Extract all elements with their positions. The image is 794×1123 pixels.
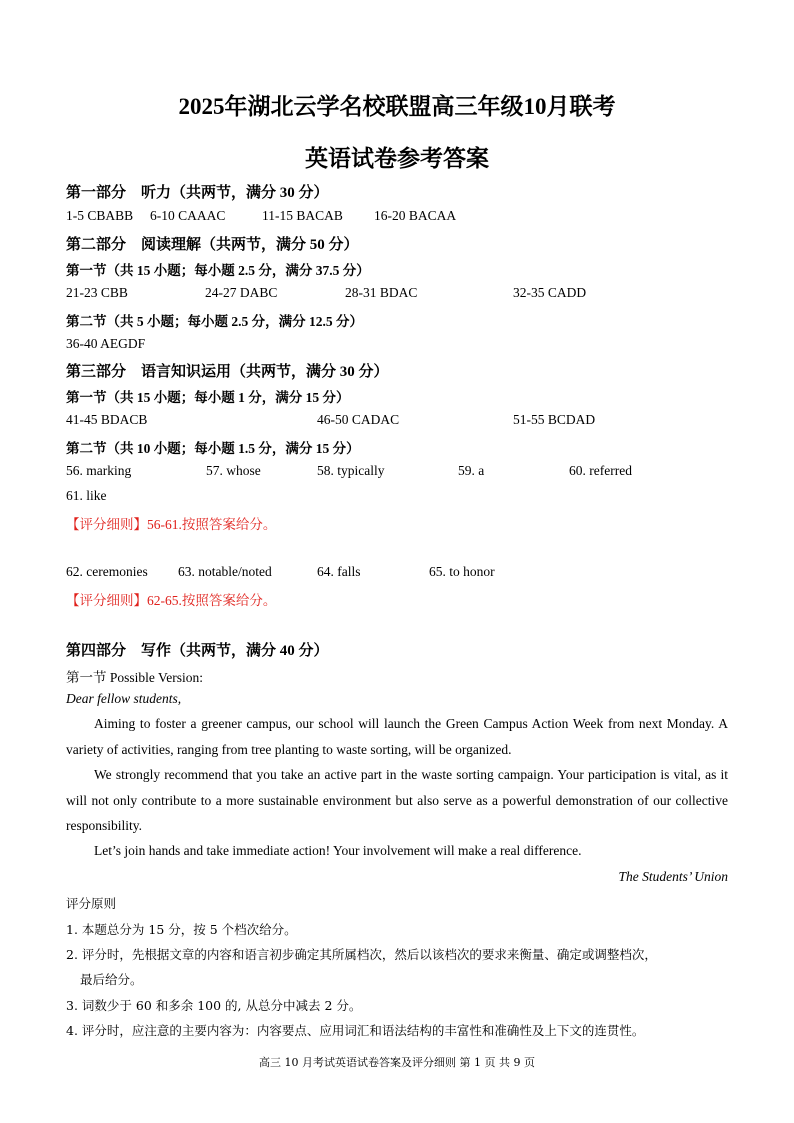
part2-sec1-heading: 第一节（共 15 小题；每小题 2.5 分，满分 37.5 分） [66,263,370,278]
part3-answer: 41-45 BDACB [66,412,148,427]
page-title: 2025年湖北云学名校联盟高三年级10月联考 [178,94,616,119]
cloze-answer: 61. like [66,488,107,503]
cloze-answer: 62. ceremonies [66,564,148,579]
part2-answer: 21-23 CBB [66,285,128,300]
part3-sec2-heading: 第二节（共 10 小题；每小题 1.5 分，满分 15 分） [66,441,360,456]
part1-answer: 6-10 CAAAC [150,208,226,223]
cloze-answer: 60. referred [569,463,632,478]
rule-item: 4. 评分时，应注意的主要内容为：内容要点、应用词汇和语法结构的丰富性和准确性及上下文的连贯性。 [66,1023,645,1038]
rule-item: 2. 评分时，先根据文章的内容和语言初步确定其所属档次，然后以该档次的要求来衡量、确定或调整档次， [66,947,657,962]
cloze-answer: 58. typically [317,463,385,478]
part2-sec2-answer: 36-40 AEGDF [66,336,146,351]
rule-item: 1. 本题总分为 15 分，按 5 个档次给分。 [66,922,297,937]
cloze-answer: 64. falls [317,564,361,579]
part2-sec2-heading: 第二节（共 5 小题；每小题 2.5 分，满分 12.5 分） [66,314,363,329]
part2-answer: 32-35 CADD [513,285,587,300]
part3-heading: 第三部分 语言知识运用（共两节，满分 30 分） [66,364,389,380]
cloze-answer: 57. whose [206,463,261,478]
scoring-note: 【评分细则】56-61.按照答案给分。 [66,517,277,532]
part4-sec1-label: 第一节 Possible Version: [66,670,204,685]
part2-answer: 28-31 BDAC [345,285,418,300]
part2-answer: 24-27 DABC [205,285,278,300]
letter-paragraph: Aiming to foster a greener campus, our school will launch the Green Campus Action Week from next Monday. A variety of activities, ranging from tree planting to waste sorting, will be organized. [66,716,728,757]
page-subtitle: 英语试卷参考答案 [305,146,489,171]
letter-salutation: Dear fellow students, [66,691,182,706]
cloze-answer: 56. marking [66,463,132,478]
scoring-note: 【评分细则】62-65.按照答案给分。 [66,593,277,608]
part2-heading: 第二部分 阅读理解（共两节，满分 50 分） [66,237,359,253]
cloze-answer: 59. a [458,463,485,478]
part3-answer: 46-50 CADAC [317,412,400,427]
part3-sec1-heading: 第一节（共 15 小题；每小题 1 分，满分 15 分） [66,390,350,405]
part3-answer: 51-55 BCDAD [513,412,596,427]
rule-item: 3. 词数少于 60 和多余 100 的, 从总分中减去 2 分。 [66,998,362,1013]
part1-answer: 11-15 BACAB [262,208,343,223]
letter-signature: The Students’ Union [618,869,728,884]
letter-paragraph: Let’s join hands and take immediate action! Your involvement will make a real difference. [94,843,582,858]
part1-heading: 第一部分 听力（共两节，满分 30 分） [66,185,329,201]
cloze-answer: 63. notable/noted [178,564,272,579]
part1-answer: 16-20 BACAA [374,208,457,223]
rules-heading: 评分原则 [66,896,117,911]
letter-paragraph: We strongly recommend that you take an active part in the waste sorting campaign. Your participation is vital, as it will not only contribute to a more sustainable environment but also serve as a powerful demonstration of our collective responsibility. [66,767,728,833]
cloze-answer: 65. to honor [429,564,495,579]
rule-item-continuation: 最后给分。 [80,972,143,987]
part4-heading: 第四部分 写作（共两节，满分 40 分） [66,643,329,659]
page-footer: 高三 10 月考试英语试卷答案及评分细则 第 1 页 共 9 页 [259,1056,535,1069]
part1-answer: 1-5 CBABB [66,208,134,223]
